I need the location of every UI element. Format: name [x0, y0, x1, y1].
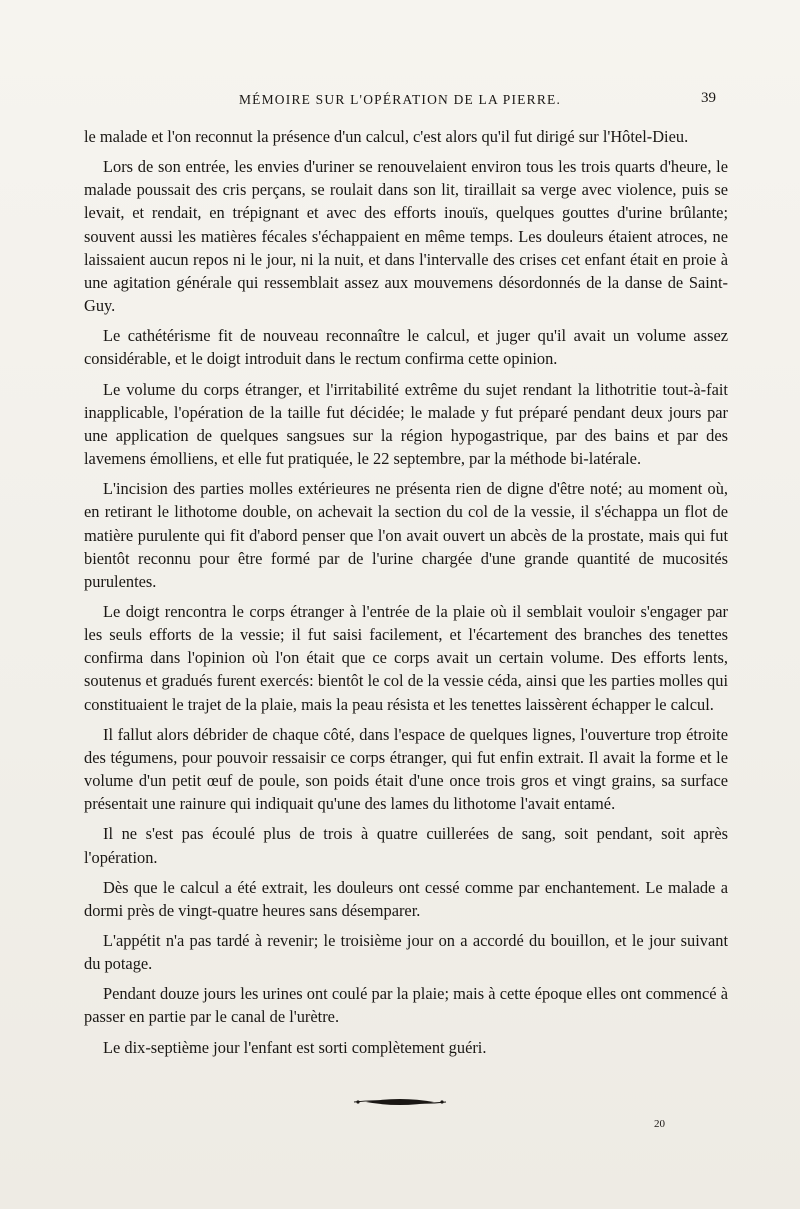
paragraph: L'incision des parties molles extérieures ne présenta rien de digne d'être noté; au moment où, en retirant le lithotome double, on achevait la section du col de la vessie, il s'échappa un flot de matière purulente qui fit d'abord penser que l'on avait ouvert un abcès de la prostate, mais qui fut bientôt reconnu pour être formé par de l'urine chargée d'une grande quantité de mucosités purulentes.: [84, 479, 728, 591]
paragraph: Lors de son entrée, les envies d'uriner se renouvelaient environ tous les trois quarts d'heure, le malade poussait des cris perçans, se roulait dans son lit, tiraillait sa verge avec violence, puis se levait, et rendait, en trépignant et avec des efforts inouïs, quelques gouttes d'urine brûlante; souvent aussi les matières fécales s'échappaient en même temps. Les douleurs étaient atroces, ne laissaient aucun repos ni le jour, ni la nuit, et dans l'intervalle des crises cet enfant était en proie à une agitation générale qui ressemblait assez aux mouvemens désordonnés de la danse de Saint-Guy.: [84, 157, 728, 316]
paragraph: Dès que le calcul a été extrait, les douleurs ont cessé comme par enchantement. Le malade a dormi près de vingt-quatre heures sans désemparer.: [84, 877, 728, 920]
paragraph: Le doigt rencontra le corps étranger à l'entrée de la plaie où il semblait vouloir s'engager par les seuls efforts de la vessie; il fut saisi facilement, et l'écartement des branches des tenettes confirma dans l'opinion où l'on était que ce corps avait un certain volume. Des efforts lents, soutenus et gradués furent exercés: bientôt le col de la vessie céda, ainsi que les parties molles qui constituaient le trajet de la plaie, mais la peau résista et les tenettes laissèrent échapper le calcul.: [84, 601, 728, 714]
paragraph: Il ne s'est pas écoulé plus de trois à quatre cuillerées de sang, soit pendant, soit après l'opération.: [84, 824, 728, 867]
paragraph: Pendant douze jours les urines ont coulé par la plaie; mais à cette époque elles ont commencé à passer en partie par le canal de l'urètre.: [84, 984, 728, 1027]
page-number: 39: [701, 90, 716, 106]
paragraph: Le volume du corps étranger, et l'irritabilité extrême du sujet rendant la lithotritie tout-à-fait inapplicable, l'opération de la taille fut décidée; le malade y fut préparé pendant deux jours par une application de quelques sangsues sur la région hypogastrique, par des bains et par des lavemens émolliens, et elle fut pratiquée, le 22 septembre, par la méthode bi-latérale.: [84, 379, 728, 469]
signature-mark: 20: [654, 1118, 665, 1130]
paragraph: Il fallut alors débrider de chaque côté, dans l'espace de quelques lignes, l'ouverture trop étroite des tégumens, pour pouvoir ressaisir ce corps étranger, qui fut enfin extrait. Il avait la forme et le volume d'un petit œuf de poule, son poids était d'une once trois gros et vingt grains, sa surface présentait une rainure qui indiquait qu'une des lames du lithotome l'avait entamé.: [84, 724, 728, 814]
paragraph: le malade et l'on reconnut la présence d'un calcul, c'est alors qu'il fut dirigé sur l'Hôtel-Dieu.: [84, 127, 689, 146]
running-title: MÉMOIRE SUR L'OPÉRATION DE LA PIERRE.: [238, 92, 562, 107]
paragraph: Le cathétérisme fit de nouveau reconnaître le calcul, et juger qu'il avait un volume assez considérable, et le doigt introduit dans le rectum confirma cette opinion.: [84, 326, 728, 369]
paragraph: Le dix-septième jour l'enfant est sorti complètement guéri.: [103, 1037, 487, 1057]
paragraph: L'appétit n'a pas tardé à revenir; le troisième jour on a accordé du bouillon, et le jour suivant du potage.: [84, 931, 728, 974]
ornament-divider-icon: [352, 1095, 448, 1109]
body-text: [84, 125, 728, 1066]
